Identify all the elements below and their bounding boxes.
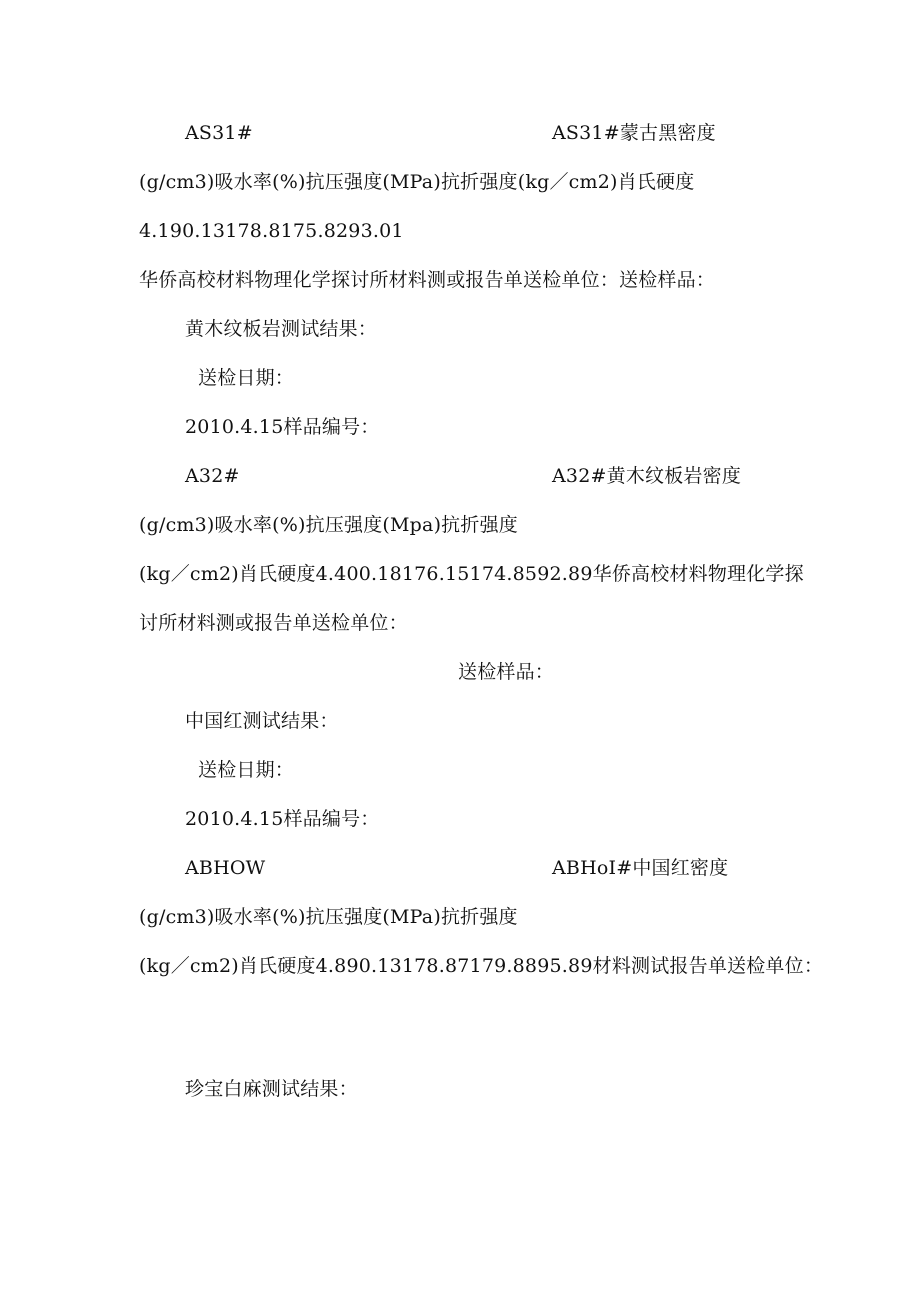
column-headers-line: (g/cm3)吸水率(%)抗压强度(Mpa)抗折强度 bbox=[139, 514, 518, 536]
sample-title-abhoi: ABHoI#中国红密度 bbox=[552, 857, 729, 879]
inspection-date-label: 送检日期： bbox=[198, 759, 295, 781]
inspection-sample-label: 送检样品： bbox=[458, 661, 555, 683]
sample-title-a32: A32#黄木纹板岩密度 bbox=[552, 465, 742, 487]
sample-id-abhow: ABHOW bbox=[185, 857, 266, 879]
column-headers-line: (g/cm3)吸水率(%)抗压强度(MPa)抗折强度(kg／cm2)肖氏硬度 bbox=[139, 171, 695, 193]
result-values-line: 4.190.13178.8175.8293.01 bbox=[139, 220, 404, 242]
section-heading-china-red: 中国红测试结果： bbox=[185, 710, 339, 732]
sample-id-a32: A32# bbox=[185, 465, 240, 487]
lab-continuation-line: 讨所材料测或报告单送检单位： bbox=[139, 612, 408, 634]
lab-header-line: 华侨高校材料物理化学探讨所材料测或报告单送检单位：送检样品： bbox=[139, 269, 716, 291]
values-and-lab-line: (kg／cm2)肖氏硬度4.400.18176.15174.8592.89华侨高校材料物理化学探 bbox=[139, 563, 804, 585]
values-and-report-line: (kg／cm2)肖氏硬度4.890.13178.87179.8895.89材料测试报告单送检单位： bbox=[139, 955, 824, 977]
section-heading-pearl-white: 珍宝白麻测试结果： bbox=[185, 1078, 358, 1100]
inspection-date-label: 送检日期： bbox=[198, 367, 295, 389]
date-sample-number-line: 2010.4.15样品编号： bbox=[185, 416, 380, 438]
date-sample-number-line: 2010.4.15样品编号： bbox=[185, 808, 380, 830]
sample-id-as31: AS31# bbox=[185, 122, 253, 144]
section-heading-yellow-slate: 黄木纹板岩测试结果： bbox=[185, 318, 378, 340]
column-headers-line: (g/cm3)吸水率(%)抗压强度(MPa)抗折强度 bbox=[139, 906, 518, 928]
sample-title-as31: AS31#蒙古黑密度 bbox=[552, 122, 716, 144]
